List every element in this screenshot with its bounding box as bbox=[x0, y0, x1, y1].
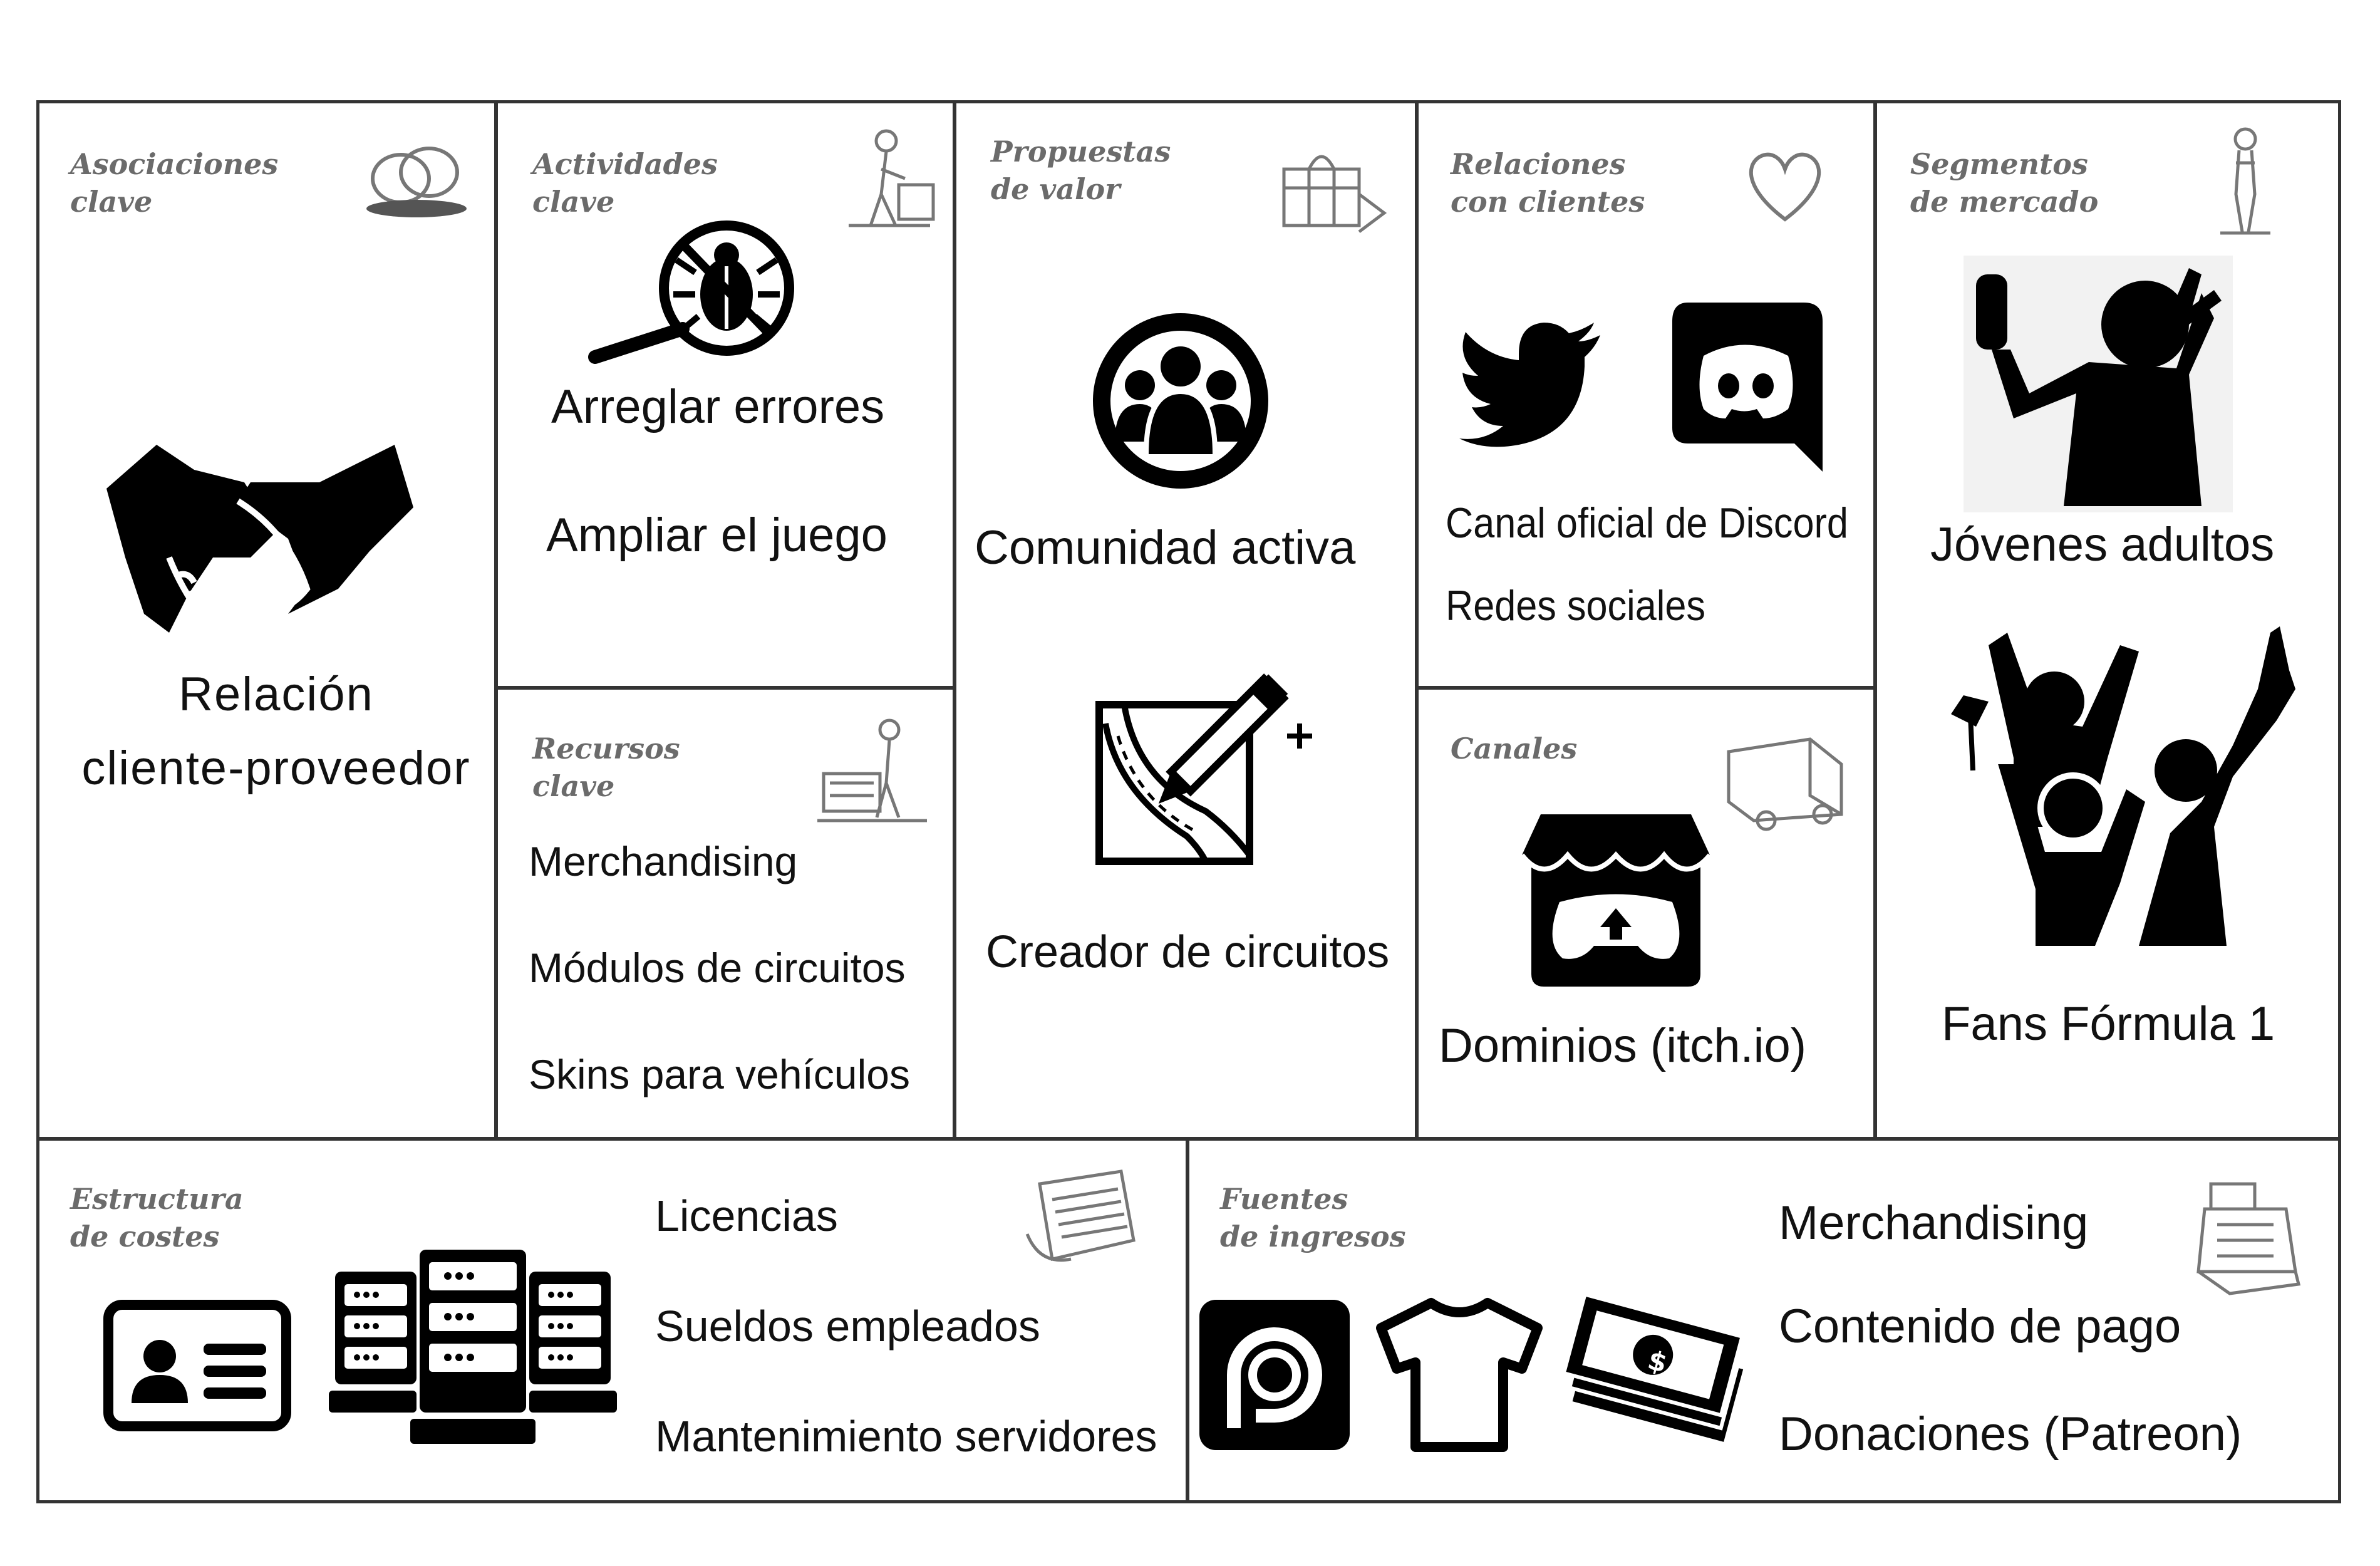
key-partners-item: Relación cliente-proveedor bbox=[81, 668, 471, 795]
value-proposition-item: Comunidad activa bbox=[975, 521, 1356, 574]
tshirt-icon bbox=[1372, 1294, 1547, 1456]
key-resources-item: Skins para vehículos bbox=[529, 1051, 910, 1097]
receipt-sketch-icon bbox=[1015, 1165, 1146, 1272]
machine-sketch-icon bbox=[814, 714, 933, 827]
cost-structure-item: Mantenimiento servidores bbox=[655, 1412, 1157, 1461]
twitter-icon bbox=[1456, 319, 1606, 445]
channels-title: Canales bbox=[1451, 732, 1578, 765]
cash-icon bbox=[1560, 1297, 1754, 1434]
customer-relationships-item: Redes sociales bbox=[1446, 582, 1706, 630]
rings-sketch-icon bbox=[357, 135, 476, 229]
revenue-streams-title: Fuentes de ingresos bbox=[1220, 1182, 1406, 1253]
bug-search-icon bbox=[589, 216, 802, 360]
cell-value-propositions bbox=[953, 100, 1418, 1140]
truck-sketch-icon bbox=[1716, 727, 1854, 833]
key-resources-title: Recursos clave bbox=[532, 732, 680, 803]
key-resources-item: Módulos de circuitos bbox=[529, 945, 906, 991]
id-card-icon bbox=[103, 1300, 291, 1431]
fans-group-icon bbox=[1938, 620, 2314, 958]
key-activities-item: Ampliar el juego bbox=[546, 509, 887, 562]
heart-sketch-icon bbox=[1741, 141, 1829, 229]
key-activities-title: Actividades clave bbox=[532, 147, 718, 219]
customer-segments-item: Jóvenes adultos bbox=[1930, 518, 2275, 571]
revenue-streams-item: Merchandising bbox=[1779, 1196, 2089, 1250]
customer-relationships-item: Canal oficial de Discord bbox=[1446, 499, 1848, 547]
svg-text:$: $ bbox=[1644, 1344, 1670, 1379]
track-editor-icon bbox=[1093, 667, 1331, 874]
selfie-person-icon bbox=[1963, 256, 2233, 512]
key-resources-item: Merchandising bbox=[529, 838, 798, 884]
customer-relationships-title: Relaciones con clientes bbox=[1451, 147, 1645, 219]
gift-sketch-icon bbox=[1271, 138, 1390, 238]
patreon-icon bbox=[1199, 1300, 1350, 1450]
key-partners-title: Asociaciones clave bbox=[70, 147, 279, 219]
cost-structure-title: Estructura de costes bbox=[70, 1182, 244, 1253]
value-propositions-title: Propuestas de valor bbox=[991, 135, 1171, 206]
value-proposition-item: Creador de circuitos bbox=[986, 927, 1390, 977]
customer-segments-item: Fans Fórmula 1 bbox=[1942, 997, 2275, 1050]
revenue-streams-item: Donaciones (Patreon) bbox=[1779, 1408, 2242, 1461]
community-icon bbox=[1087, 307, 1275, 495]
servers-icon bbox=[329, 1247, 617, 1447]
itchio-icon bbox=[1519, 811, 1713, 990]
handshake-icon bbox=[100, 432, 426, 639]
discord-icon bbox=[1669, 299, 1826, 475]
key-activities-item: Arreglar errores bbox=[551, 380, 885, 433]
cost-structure-item: Licencias bbox=[655, 1191, 838, 1240]
cost-structure-item: Sueldos empleados bbox=[655, 1302, 1040, 1351]
person-sketch-icon bbox=[2217, 125, 2274, 238]
customer-segments-title: Segmentos de mercado bbox=[1910, 147, 2099, 219]
cash-register-sketch-icon bbox=[2192, 1171, 2305, 1297]
channels-item: Dominios (itch.io) bbox=[1439, 1019, 1807, 1072]
worker-sketch-icon bbox=[836, 125, 936, 232]
revenue-streams-item: Contenido de pago bbox=[1779, 1300, 2181, 1353]
